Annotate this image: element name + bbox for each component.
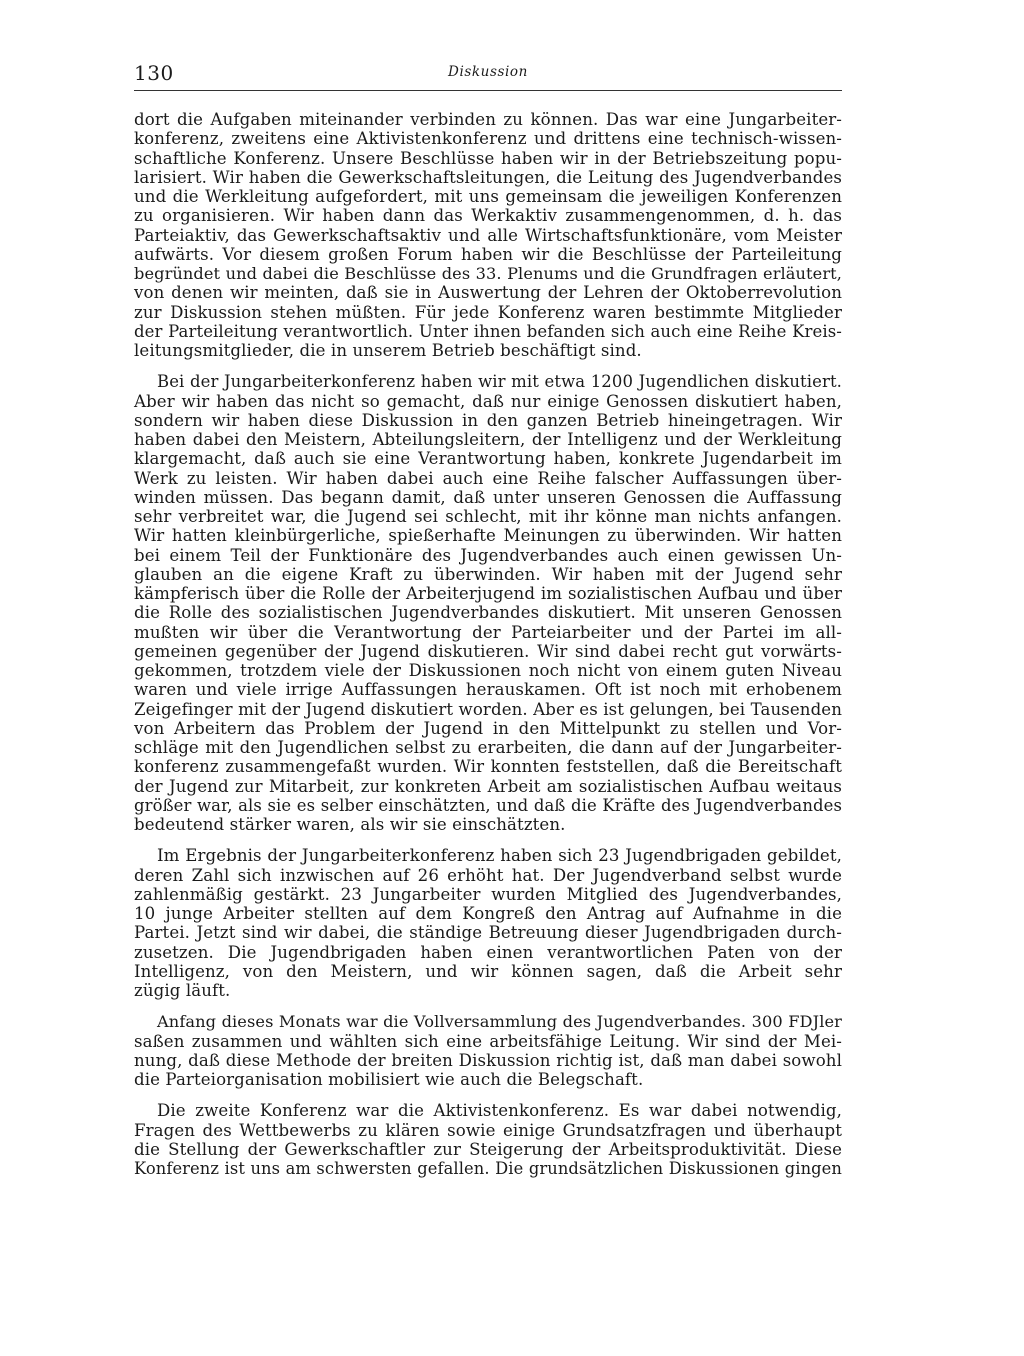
text-line: größer war, als sie es selber einschätzten, und daß die Kräfte des Jugendverbandes (134, 795, 842, 815)
paragraph (134, 372, 842, 834)
paragraph (134, 1012, 842, 1089)
text-line: die Rolle des sozialistischen Jugendverbandes diskutiert. Mit unseren Genossen (134, 603, 842, 623)
text-line: und die Werkleitung aufgefordert, mit uns gemeinsam die jeweiligen Konferenzen (134, 187, 842, 206)
text-line: schläge mit den Jugendlichen selbst zu erarbeiten, die dann auf der Jungarbeiter- (134, 738, 842, 757)
text-line: Parteiaktiv, das Gewerkschaftsaktiv und alle Wirtschaftsfunktionäre, vom Meister (134, 225, 842, 245)
text-line: zusetzen. Die Jugendbrigaden haben einen verantwortlichen Paten von der (134, 942, 842, 962)
text-line: saßen zusammen und wählten sich eine arbeitsfähige Leitung. Wir sind der Mei- (134, 1031, 842, 1051)
text-line: kämpferisch über die Rolle der Arbeiterjugend im sozialistischen Aufbau und über (134, 584, 842, 603)
text-line: begründet und dabei die Beschlüsse des 33. Plenums und die Grundfragen erläutert, (134, 264, 842, 283)
text-line: Intelligenz, von den Meistern, und wir können sagen, daß die Arbeit sehr (134, 961, 842, 981)
text-line: bedeutend stärker waren, als wir sie einschätzten. (134, 815, 566, 834)
text-line: aufwärts. Vor diesem großen Forum haben wir die Beschlüsse der Parteileitung (134, 244, 842, 264)
text-line: leitungsmitglieder, die in unserem Betrieb beschäftigt sind. (134, 341, 642, 360)
text-line: von denen wir meinten, daß sie in Auswertung der Lehren der Oktoberrevolution (134, 283, 842, 303)
paragraph (134, 110, 842, 360)
text-line: Im Ergebnis der Jungarbeiterkonferenz haben sich 23 Jugendbrigaden gebildet, (157, 846, 842, 866)
text-line: deren Zahl sich inzwischen auf 26 erhöht hat. Der Jugendverband selbst wurde (134, 865, 842, 885)
text-line: Wir hatten kleinbürgerliche, spießerhafte Meinungen zu überwinden. Wir hatten (134, 526, 842, 546)
text-line: Bei der Jungarbeiterkonferenz haben wir mit etwa 1200 Jugendlichen diskutiert. (157, 372, 842, 392)
text-line: klargemacht, daß auch sie eine Verantwortung haben, konkrete Jugendarbeit im (134, 449, 842, 469)
text-line: Konferenz ist uns am schwersten gefallen. Die grundsätzlichen Diskussionen gingen (134, 1159, 842, 1178)
text-line: Aber wir haben das nicht so gemacht, daß nur einige Genossen diskutiert haben, (134, 391, 842, 411)
text-line: 10 junge Arbeiter stellten auf dem Kongreß den Antrag auf Aufnahme in die (134, 904, 842, 923)
text-line: waren und viele irrige Auffassungen herauskamen. Oft ist noch mit erhobenem (134, 680, 842, 700)
text-line: der Parteileitung verantwortlich. Unter ihnen befanden sich auch eine Reihe Kreis- (134, 321, 842, 341)
text-line: Anfang dieses Monats war die Vollversammlung des Jugendverbandes. 300 FDJler (157, 1012, 842, 1032)
text-line: die Parteiorganisation mobilisiert wie auch die Belegschaft. (134, 1070, 644, 1089)
text-line: haben dabei den Meistern, Abteilungsleitern, der Intelligenz und der Werkleitung (134, 430, 842, 449)
text-line: zahlenmäßig gestärkt. 23 Jungarbeiter wurden Mitglied des Jugendverbandes, (134, 884, 842, 904)
text-line: nung, daß diese Methode der breiten Diskussion richtig ist, daß man dabei sowohl (134, 1050, 842, 1070)
text-line: die Stellung der Gewerkschaftler zur Steigerung der Arbeitsproduktivität. Diese (134, 1139, 842, 1159)
page-header (134, 61, 842, 89)
text-line: gekommen, trotzdem viele der Diskussionen noch nicht von einem guten Niveau (134, 661, 842, 680)
text-line: schaftliche Konferenz. Unsere Beschlüsse haben wir in der Betriebszeitung popu- (134, 148, 842, 168)
text-line: Die zweite Konferenz war die Aktivistenkonferenz. Es war dabei notwendig, (157, 1101, 842, 1121)
body-text (134, 110, 842, 1178)
text-line: sehr verbreitet war, die Jugend sei schlecht, mit ihr könne man nichts anfangen. (134, 507, 842, 526)
text-line: Fragen des Wettbewerbs zu klären sowie einige Grundsatzfragen und überhaupt (134, 1120, 842, 1140)
text-line: Zeigefinger mit der Jugend diskutiert worden. Aber es ist gelungen, bei Tausenden (134, 699, 842, 719)
text-line: larisiert. Wir haben die Gewerkschaftsleitungen, die Leitung des Jugendverbandes (134, 167, 842, 187)
paragraph (134, 1101, 842, 1178)
page-number: 130 (134, 61, 174, 85)
text-line: dort die Aufgaben miteinander verbinden zu können. Das war eine Jungarbeiter- (134, 110, 842, 129)
text-line: der Jugend zur Mitarbeit, zur konkreten Arbeit am sozialistischen Aufbau weitaus (134, 776, 842, 796)
paragraph (134, 846, 842, 1000)
text-line: gemeinen gegenüber der Jugend diskutieren. Wir sind dabei recht gut vorwärts- (134, 641, 842, 661)
text-line: Werk zu leisten. Wir haben dabei auch eine Reihe falscher Auffassungen über- (134, 468, 842, 488)
text-line: mußten wir über die Verantwortung der Parteiarbeiter und der Partei im all- (134, 622, 842, 642)
running-head: Diskussion (448, 64, 528, 80)
header-rule (134, 90, 842, 91)
text-line: konferenz zusammengefaßt wurden. Wir konnten feststellen, daß die Bereitschaft (134, 757, 842, 777)
text-line: sondern wir haben diese Diskussion in den ganzen Betrieb hineingetragen. Wir (134, 410, 842, 430)
text-line: glauben an die eigene Kraft zu überwinden. Wir haben mit der Jugend sehr (134, 564, 842, 584)
text-line: bei einem Teil der Funktionäre des Jugendverbandes auch einen gewissen Un- (134, 545, 842, 565)
text-line: von Arbeitern das Problem der Jugend in den Mittelpunkt zu stellen und Vor- (134, 718, 842, 738)
text-line: zu organisieren. Wir haben dann das Werkaktiv zusammengenommen, d. h. das (134, 206, 842, 226)
text-line: zügig läuft. (134, 981, 231, 1000)
text-line: winden müssen. Das begann damit, daß unter unseren Genossen die Auffassung (134, 487, 842, 507)
text-line: zur Diskussion stehen müßten. Für jede Konferenz waren bestimmte Mitglieder (134, 302, 842, 322)
text-line: konferenz, zweitens eine Aktivistenkonferenz und drittens eine technisch-wissen- (134, 129, 842, 149)
text-line: Partei. Jetzt sind wir dabei, die ständige Betreuung dieser Jugendbrigaden durch- (134, 923, 842, 943)
